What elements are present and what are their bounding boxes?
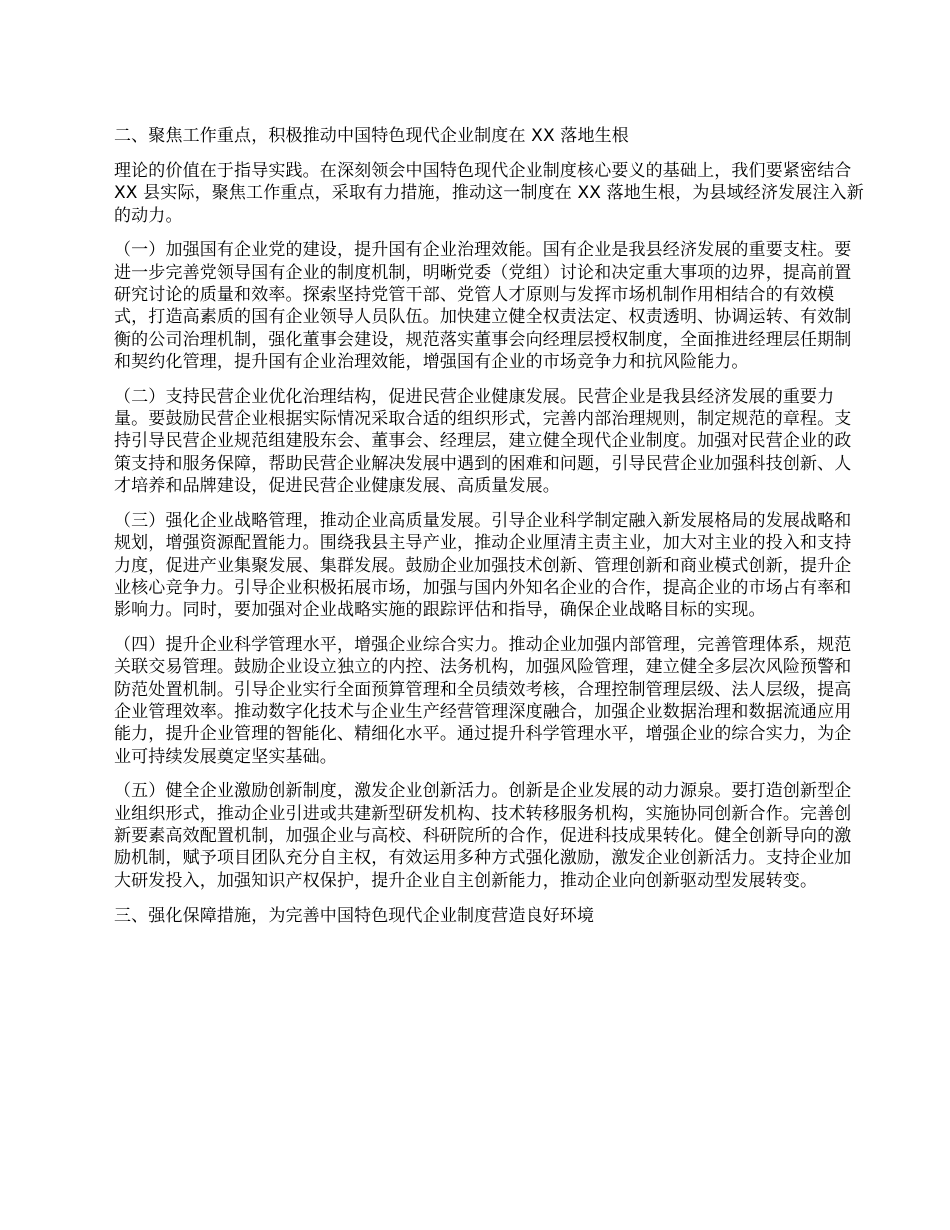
section-heading-2: 二、聚焦工作重点，积极推动中国特色现代企业制度在 XX 落地生根 (114, 126, 629, 146)
item-3-paragraph: （三）强化企业战略管理，推动企业高质量发展。引导企业科学制定融入新发展格局的发展战略和规划，增强资源配置能力。围绕我县主导产业，推动企业厘清主责主业，加大对主业的投入和支持力度，促进产业集聚发展、集群发展。鼓励企业加强技术创新、管理创新和商业模式创新，提升企业核心竞争力。引导企业积极拓展市场，加强与国内外知名企业的合作，提高企业的市场占有率和影响力。同时，要加强对企业战略实施的跟踪评估和指导，确保企业战略目标的实现。 (114, 510, 852, 621)
item-5-paragraph: （五）健全企业激励创新制度，激发企业创新活力。创新是企业发展的动力源泉。要打造创新型企业组织形式，推动企业引进或共建新型研发机构、技术转移服务机构，实施协同创新合作。完善创新要素高效配置机制，加强企业与高校、科研院所的合作，促进科技成果转化。健全创新导向的激励机制，赋予项目团队充分自主权，有效运用多种方式强化激励，激发企业创新活力。支持企业加大研发投入，加强知识产权保护，提升企业自主创新能力，推动企业向创新驱动型发展转变。 (114, 781, 852, 891)
item-2-paragraph: （二）支持民营企业优化治理结构，促进民营企业健康发展。民营企业是我县经济发展的重要力量。要鼓励民营企业根据实际情况采取合适的组织形式，完善内部治理规则，制定规范的章程。支持引导民营企业规范组建股东会、董事会、经理层，建立健全现代企业制度。加强对民营企业的政策支持和服务保障，帮助民营企业解决发展中遇到的困难和问题，引导民营企业加强科技创新、人才培养和品牌建设，促进民营企业健康发展、高质量发展。 (114, 386, 852, 497)
section-heading-3: 三、强化保障措施，为完善中国特色现代企业制度营造良好环境 (114, 906, 595, 927)
intro-paragraph: 理论的价值在于指导实践。在深刻领会中国特色现代企业制度核心要义的基础上，我们要紧密结合 XX 县实际，聚焦工作重点，采取有力措施，推动这一制度在 XX 落地生根，为县域经济发展注入新的动力。 (114, 161, 864, 226)
document-page (114, 124, 864, 940)
item-1-paragraph: （一）加强国有企业党的建设，提升国有企业治理效能。国有企业是我县经济发展的重要支柱。要进一步完善党领导国有企业的制度机制，明晰党委（党组）讨论和决定重大事项的边界，提高前置研究讨论的质量和效率。探索坚持党管干部、党管人才原则与发挥市场机制作用相结合的有效模式，打造高素质的国有企业领导人员队伍。加快建立健全权责法定、权责透明、协调运转、有效制衡的公司治理机制，强化董事会建设，规范落实董事会向经理层授权制度，全面推进经理层任期制和契约化管理，提升国有企业治理效能，增强国有企业的市场竞争力和抗风险能力。 (114, 240, 852, 373)
item-4-paragraph: （四）提升企业科学管理水平，增强企业综合实力。推动企业加强内部管理，完善管理体系，规范关联交易管理。鼓励企业设立独立的内控、法务机构，加强风险管理，建立健全多层次风险预警和防范处置机制。引导企业实行全面预算管理和全员绩效考核，合理控制管理层级、法人层级，提高企业管理效率。推动数字化技术与企业生产经营管理深度融合，加强企业数据治理和数据流通应用能力，提升企业管理的智能化、精细化水平。通过提升科学管理水平，增强企业的综合实力，为企业可持续发展奠定坚实基础。 (114, 634, 852, 767)
